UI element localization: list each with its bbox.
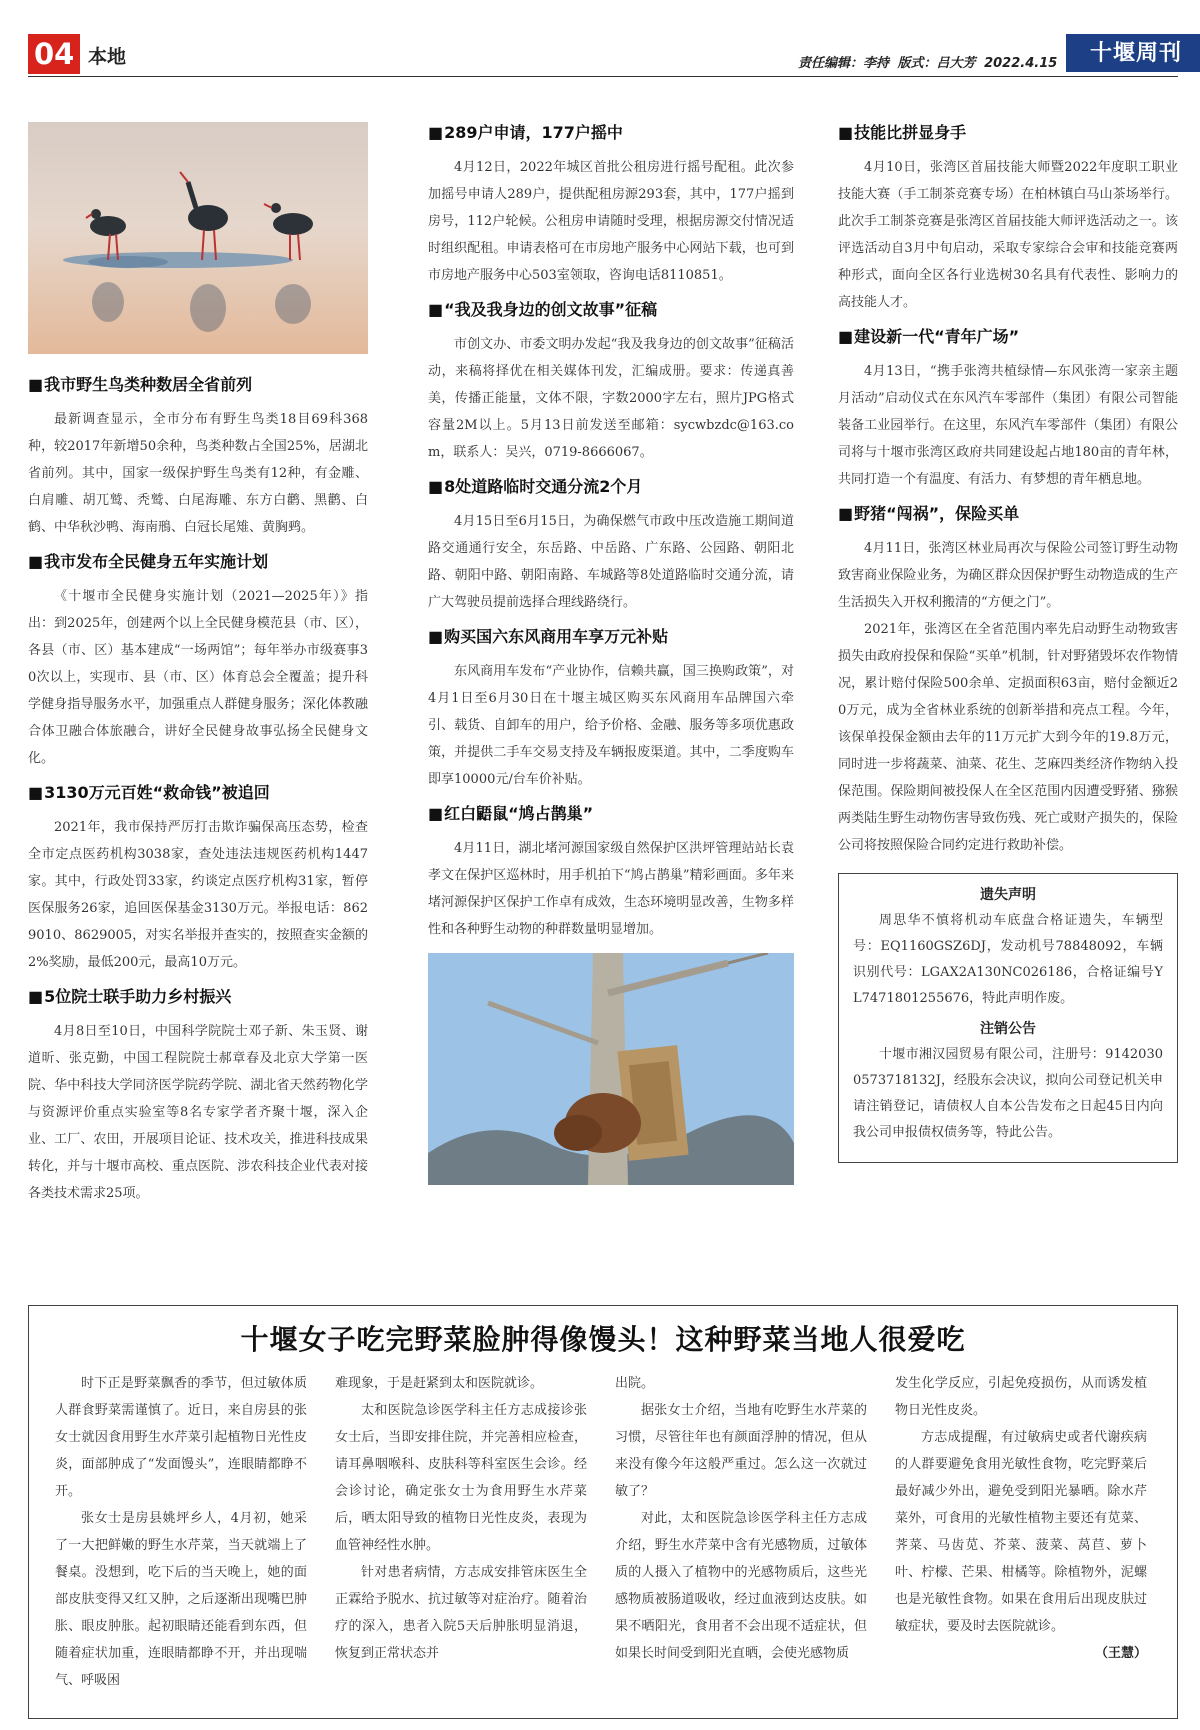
feature-column-4 bbox=[895, 1370, 1147, 1661]
article-title: ■ “我及我身边的创文故事”征稿 bbox=[428, 299, 794, 321]
article-title: ■ 红白鼯鼠“鸠占鹊巢” bbox=[428, 803, 794, 825]
layout-credit: 版式：吕大芳 bbox=[897, 56, 976, 71]
feature-paragraph: 时下正是野菜飘香的季节，但过敏体质人群食野菜需谨慎了。近日，来自房县的张女士就因食用野生水芹菜引起植物日光性皮炎，面部肿成了“发面馒头”，连眼睛都睁不开。 bbox=[55, 1376, 307, 1499]
lost-notice-body: 周思华不慎将机动车底盘合格证遗失，车辆型号：EQ1160GSZ6DJ，发动机号78848092，车辆识别代号：LGAX2A130NC026186，合格证编号YL7471801255676，特此声明作废。 bbox=[853, 913, 1163, 1006]
section-name: 本地 bbox=[88, 46, 127, 68]
feature-paragraph: 太和医院急诊医学科主任方志成接诊张女士后，当即安排住院，并完善相应检查，请耳鼻咽喉科、皮肤科等科室医生会诊。经会诊讨论，确定张女士为食用野生水芹菜后，晒太阳导致的植物日光性皮炎，表现为血管神经性水肿。 bbox=[335, 1403, 587, 1553]
flying-squirrel-photo bbox=[428, 953, 794, 1185]
feature-article bbox=[28, 1305, 1178, 1719]
cancel-notice-body: 十堰市湘汉园贸易有限公司，注册号：91420300573718132J，经股东会决议，拟向公司登记机关申请注销登记，请债权人自本公告发布之日起45日内向我公司申报债权债务等，特此公告。 bbox=[853, 1047, 1163, 1140]
notices-box bbox=[838, 873, 1178, 1163]
article-birds bbox=[28, 374, 368, 541]
feature-paragraph: 据张女士介绍，当地有吃野生水芹菜的习惯，尽管往年也有颜面浮肿的情况，但从来没有像今年这般严重过。怎么这一次就过敏了？ bbox=[615, 1403, 867, 1499]
article-flying-squirrel bbox=[428, 803, 794, 943]
article-civilization-essays bbox=[428, 299, 794, 466]
article-title: ■ 建设新一代“青年广场” bbox=[838, 326, 1178, 348]
article-body: 4月10日，张湾区首届技能大师暨2022年度职工职业技能大赛（手工制茶竞赛专场）在柏林镇白马山茶场举行。此次手工制茶竞赛是张湾区首届技能大师评选活动之一。该评选活动自3月中旬启动，采取专家综合会审和技能竞赛两种形式，面向全区各行业选树30名具有代表性、影响力的高技能人才。 bbox=[838, 160, 1178, 310]
editor-credits bbox=[798, 52, 1061, 71]
column-middle bbox=[428, 122, 794, 1185]
article-title: ■ 289户申请，177户摇中 bbox=[428, 122, 794, 144]
feature-paragraph: 针对患者病情，方志成安排管床医生全正霖给予脱水、抗过敏等对症治疗。随着治疗的深入，患者入院5天后肿胀明显消退，恢复到正常状态并 bbox=[335, 1565, 587, 1661]
page-header bbox=[28, 34, 1182, 77]
author-byline: （王慧） bbox=[1094, 1646, 1147, 1661]
article-title: ■ 技能比拼显身手 bbox=[838, 122, 1178, 144]
article-youth-square bbox=[838, 326, 1178, 493]
article-body: 4月12日，2022年城区首批公租房进行摇号配租。此次参加摇号申请人289户，提供配租房源293套，其中，177户摇到房号，112户轮候。公租房申请随时受理，根据房源交付情况适时组织配租。申请表格可在市房地产服务中心网站下载，也可到市房地产服务中心503室领取，咨询电话8110851。 bbox=[428, 160, 794, 283]
article-title: ■ 我市发布全民健身五年实施计划 bbox=[28, 551, 368, 573]
feature-column-2 bbox=[335, 1370, 587, 1667]
feature-column-3 bbox=[615, 1370, 867, 1667]
article-fitness-plan bbox=[28, 551, 368, 772]
article-body: 2021年，张湾区在全省范围内率先启动野生动物致害损失由政府投保和保险“买单”机制，针对野猪毁坏农作物情况，累计赔付保险500余单、定损面积63亩，赔付金额近20万元，成为全省林业系统的创新举措和亮点工程。今年，该保单投保金额由去年的11万元扩大到今年的19.8万元，同时进一步将蔬菜、油菜、花生、芝麻四类经济作物纳入投保范围。保险期间被投保人在全区范围内因遭受野猪、猕猴两类陆生野生动物伤害导致伤残、死亡或财产损失的，保险公司将按照保险合同约定进行救助补偿。 bbox=[838, 622, 1178, 853]
article-body: 4月11日，张湾区林业局再次与保险公司签订野生动物致害商业保险业务，为确区群众因保护野生动物造成的生产生活损失入开权利搬清的“方便之门”。 bbox=[838, 541, 1178, 610]
article-academicians bbox=[28, 986, 368, 1207]
page-number: 04 bbox=[28, 34, 80, 74]
feature-paragraph: 发生化学反应，引起免疫损伤，从而诱发植物日光性皮炎。 bbox=[895, 1376, 1147, 1418]
article-body: 市创文办、市委文明办发起“我及我身边的创文故事”征稿活动，来稿将择优在相关媒体刊发，汇编成册。要求：传递真善美，传播正能量，文体不限，字数2000字左右，照片JPG格式容量2M以上。5月13日前发送至邮箱：sycwbzdc@163.com，联系人：吴兴，0719-8666067。 bbox=[428, 337, 794, 460]
article-body: 4月8日至10日，中国科学院院士邓子新、朱玉贤、谢道昕、张克勤，中国工程院院士郝章春及北京大学第一医院、华中科技大学同济医学院药学院、湖北省天然药物化学与资源评价重点实验室等8名专家学者齐聚十堰，深入企业、工厂、农田，开展项目论证、技术攻关，推进科技成果转化，并与十堰市高校、重点医院、涉农科技企业代表对接各类技术需求25项。 bbox=[28, 1024, 368, 1201]
lost-notice-title: 遗失声明 bbox=[980, 887, 1036, 903]
article-truck-subsidy bbox=[428, 626, 794, 793]
feature-paragraph: 出院。 bbox=[615, 1376, 655, 1391]
article-body: 4月13日，“携手张湾共植绿情—东风张湾一家亲主题月活动”启动仪式在东风汽车零部件（集团）有限公司智能装备工业园举行。在这里，东风汽车零部件（集团）有限公司将与十堰市张湾区政府共同建设起占地180亩的青年林，共同打造一个有温度、有活力、有梦想的青年栖息地。 bbox=[838, 364, 1178, 487]
article-body: 最新调查显示，全市分布有野生鸟类18目69科368种，较2017年新增50余种，鸟类种数占全国25%，居湖北省前列。其中，国家一级保护野生鸟类有12种，有金雕、白肩雕、胡兀鹫、秃鹫、白尾海雕、东方白鹳、黑鹳、白鹤、中华秋沙鸭、海南鳽、白冠长尾雉、黄胸鹀。 bbox=[28, 412, 368, 535]
cancel-notice-title: 注销公告 bbox=[980, 1021, 1036, 1037]
article-title: ■ 5位院士联手助力乡村振兴 bbox=[28, 986, 368, 1008]
feature-paragraph: 张女士是房县姚坪乡人，4月初，她采了一大把鲜嫩的野生水芹菜，当天就端上了餐桌。没想到，吃下后的当天晚上，她的面部皮肤变得又红又肿，之后逐渐出现嘴巴肿胀、眼皮肿胀。起初眼睛还能看到东西，但随着症状加重，连眼睛都睁不开，并出现喘气、呼吸困 bbox=[55, 1511, 307, 1688]
paper-masthead: 十堰周刊 bbox=[1066, 34, 1200, 72]
article-title: ■ 购买国六东风商用车享万元补贴 bbox=[428, 626, 794, 648]
article-body: 东风商用车发布“产业协作，信赖共赢，国三换购政策”，对4月1日至6月30日在十堰主城区购买东风商用车品牌国六牵引、载货、自卸车的用户，给予价格、金融、服务等多项优惠政策，并提供二手车交易支持及车辆报废渠道。其中，二季度购车即享10000元/台车价补贴。 bbox=[428, 664, 794, 787]
article-body: 4月15日至6月15日，为确保燃气市政中压改造施工期间道路交通通行安全，东岳路、中岳路、广东路、公园路、朝阳北路、朝阳中路、朝阳南路、车城路等8处道路临时交通分流，请广大驾驶员提前选择合理线路绕行。 bbox=[428, 514, 794, 610]
article-wild-boar-insurance bbox=[838, 503, 1178, 859]
article-traffic-diversion bbox=[428, 476, 794, 616]
article-public-housing bbox=[428, 122, 794, 289]
black-storks-photo bbox=[28, 122, 368, 354]
article-title: ■ 野猪“闯祸”，保险买单 bbox=[838, 503, 1178, 525]
article-title: ■ 我市野生鸟类种数居全省前列 bbox=[28, 374, 368, 396]
article-body: 2021年，我市保持严厉打击欺诈骗保高压态势，检查全市定点医药机构3038家，查处违法违规医药机构1447家。其中，行政处罚33家，约谈定点医疗机构31家，暂停医保服务26家，追回医保基金3130万元。举报电话：8629010、8629005，对实名举报并查实的，按照查实金额的2%奖励，最低200元，最高10万元。 bbox=[28, 820, 368, 970]
feature-paragraph: 难现象，于是赶紧到太和医院就诊。 bbox=[335, 1376, 544, 1391]
article-title: ■ 8处道路临时交通分流2个月 bbox=[428, 476, 794, 498]
feature-paragraph: 方志成提醒，有过敏病史或者代谢疾病的人群要避免食用光敏性食物，吃完野菜后最好减少外出，避免受到阳光暴晒。除水芹菜外，可食用的光敏性植物主要还有苋菜、荠菜、马齿苋、芥菜、菠菜、莴苣、萝卜叶、柠檬、芒果、柑橘等。除植物外，泥螺也是光敏性食物。如果在食用后出现皮肤过敏症状，要及时去医院就诊。 bbox=[895, 1430, 1147, 1634]
article-medical-fund bbox=[28, 782, 368, 976]
column-right bbox=[838, 122, 1178, 1163]
article-skills-contest bbox=[838, 122, 1178, 316]
column-left bbox=[28, 122, 368, 1217]
feature-paragraph: 对此，太和医院急诊医学科主任方志成介绍，野生水芹菜中含有光感物质，过敏体质的人摄入了植物中的光感物质后，这些光感物质被肠道吸收，经过血液到达皮肤。如果不晒阳光，食用者不会出现不适症状，但如果长时间受到阳光直晒，会使光感物质 bbox=[615, 1511, 867, 1661]
issue-date: 2022.4.15 bbox=[984, 56, 1058, 71]
article-body: 《十堰市全民健身实施计划（2021—2025年）》指出：到2025年，创建两个以上全民健身模范县（市、区），各县（市、区）基本建成“一场两馆”；每年举办市级赛事30次以上，实现市、县（市、区）体育总会全覆盖；提升科学健身指导服务水平，加强重点人群健身服务；深化体教融合体卫融合体旅融合，讲好全民健身故事弘扬全民健身文化。 bbox=[28, 589, 368, 766]
feature-headline: 十堰女子吃完野菜脸肿得像馒头！这种野菜当地人很爱吃 bbox=[240, 1323, 966, 1356]
feature-column-1 bbox=[55, 1370, 307, 1694]
article-title: ■ 3130万元百姓“救命钱”被追回 bbox=[28, 782, 368, 804]
editor-credit: 责任编辑：李持 bbox=[798, 56, 890, 71]
article-body: 4月11日，湖北堵河源国家级自然保护区洪坪管理站站长袁孝文在保护区巡林时，用手机拍下“鸠占鹊巢”精彩画面。多年来堵河源保护区保护工作卓有成效，生态环境明显改善，生物多样性和各种野生动物的种群数量明显增加。 bbox=[428, 841, 794, 937]
